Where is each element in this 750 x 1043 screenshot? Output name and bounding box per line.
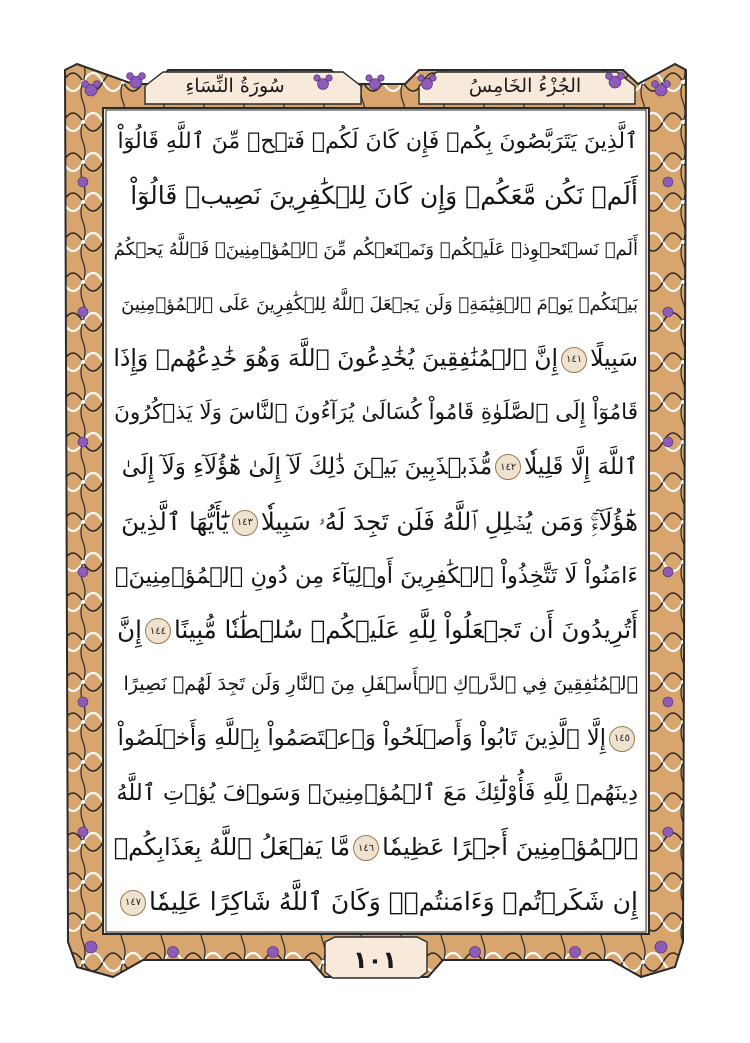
text-line: إِن شَكَرۡتُمۡ وَءَامَنتُمۡۚ وَكَانَ ٱللَّهُ شَاكِرًا عَلِيمٗا١٤٧: [112, 874, 638, 928]
ayah-number-marker: ١٤٢: [495, 454, 521, 480]
text-line: ٱلَّذِينَ يَتَرَبَّصُونَ بِكُمۡ فَإِن كَانَ لَكُمۡ فَتۡحٞ مِّنَ ٱللَّهِ قَالُوٓاْ: [117, 128, 638, 154]
text-line: قَامُوٓاْ إِلَى ٱلصَّلَوٰةِ قَامُواْ كُسَالَىٰ يُرَآءُونَ ٱلنَّاسَ وَلَا يَذۡكُرُونَ: [114, 400, 638, 426]
ayah-number-marker: ١٤٦: [353, 835, 379, 861]
text-line: دِينَهُمۡ لِلَّهِ فَأُوْلَٰٓئِكَ مَعَ ٱلۡمُؤۡمِنِينَۖ وَسَوۡفَ يُؤۡتِ ٱللَّهُ: [116, 779, 638, 806]
text-line: ءَامَنُواْ لَا تَتَّخِذُواْ ٱلۡكَٰفِرِينَ أَوۡلِيَآءَ مِن دُونِ ٱلۡمُؤۡمِنِينَۚ: [115, 562, 638, 589]
text-line: ٱلۡمُؤۡمِنِينَ أَجۡرًا عَظِيمٗا١٤٦مَّا يَفۡعَلُ ٱللَّهُ بِعَذَابِكُمۡ: [113, 833, 638, 861]
quran-text-body: [112, 114, 638, 928]
ayah-number-marker: ١٤٤: [145, 618, 171, 644]
surah-name-label: سُورَةُ النِّسَاءِ: [185, 75, 285, 97]
text-line: ١٤٥إِلَّا ٱلَّذِينَ تَابُواْ وَأَصۡلَحُواْ وَٱعۡتَصَمُواْ بِٱللَّهِ وَأَخۡلَصُواْ: [112, 711, 638, 765]
text-line: سَبِيلًا١٤١إِنَّ ٱلۡمُنَٰفِقِينَ يُخَٰدِعُونَ ٱللَّهَ وَهُوَ خَٰدِعُهُمۡ وَإِذَا: [113, 344, 638, 373]
ayah-number-marker: ١٤٧: [120, 890, 146, 916]
text-line: بَيۡنَكُمۡ يَوۡمَ ٱلۡقِيَٰمَةِۗ وَلَن يَجۡعَلَ ٱللَّهُ لِلۡكَٰفِرِينَ عَلَى ٱلۡمُؤۡمِنِينَ: [121, 293, 638, 315]
ayah-number-marker: ١٤٣: [232, 510, 258, 536]
text-line: هَٰٓؤُلَآءِۚ وَمَن يُضۡلِلِ ٱللَّهُ فَلَن تَجِدَ لَهُۥ سَبِيلٗا١٤٣يَٰٓأَيُّهَا ٱلَّذِينَ: [121, 506, 638, 536]
text-line: ٱلۡمُنَٰفِقِينَ فِي ٱلدَّرۡكِ ٱلۡأَسۡفَلِ مِنَ ٱلنَّارِ وَلَن تَجِدَ لَهُمۡ نَصِيرًا: [123, 673, 638, 696]
text-line: أَلَمۡ نَسۡتَحۡوِذۡ عَلَيۡكُمۡ وَنَمۡنَعۡكُم مِّنَ ٱلۡمُؤۡمِنِينَۚ فَٱللَّهُ يَحۡكُمُ: [113, 239, 638, 261]
juz-name-label: الجُزْءُ الخَامِسُ: [468, 75, 582, 97]
text-line: أَتُرِيدُونَ أَن تَجۡعَلُواْ لِلَّهِ عَلَيۡكُمۡ سُلۡطَٰنٗا مُّبِينًا١٤٤إِنَّ: [117, 615, 638, 645]
ayah-number-marker: ١٤١: [561, 347, 587, 373]
text-line: ٱللَّهَ إِلَّا قَلِيلٗا١٤٢مُّذَبۡذَبِينَ بَيۡنَ ذَٰلِكَ لَآ إِلَىٰ هَٰٓؤُلَآءِ وَلَآ إِلَىٰ: [121, 453, 638, 480]
text-line: أَلَمۡ نَكُن مَّعَكُمۡ وَإِن كَانَ لِلۡكَٰفِرِينَ نَصِيبٞ قَالُوٓاْ: [130, 180, 638, 210]
page-number: ١٠١: [353, 946, 397, 974]
ayah-number-marker: ١٤٥: [609, 726, 635, 752]
